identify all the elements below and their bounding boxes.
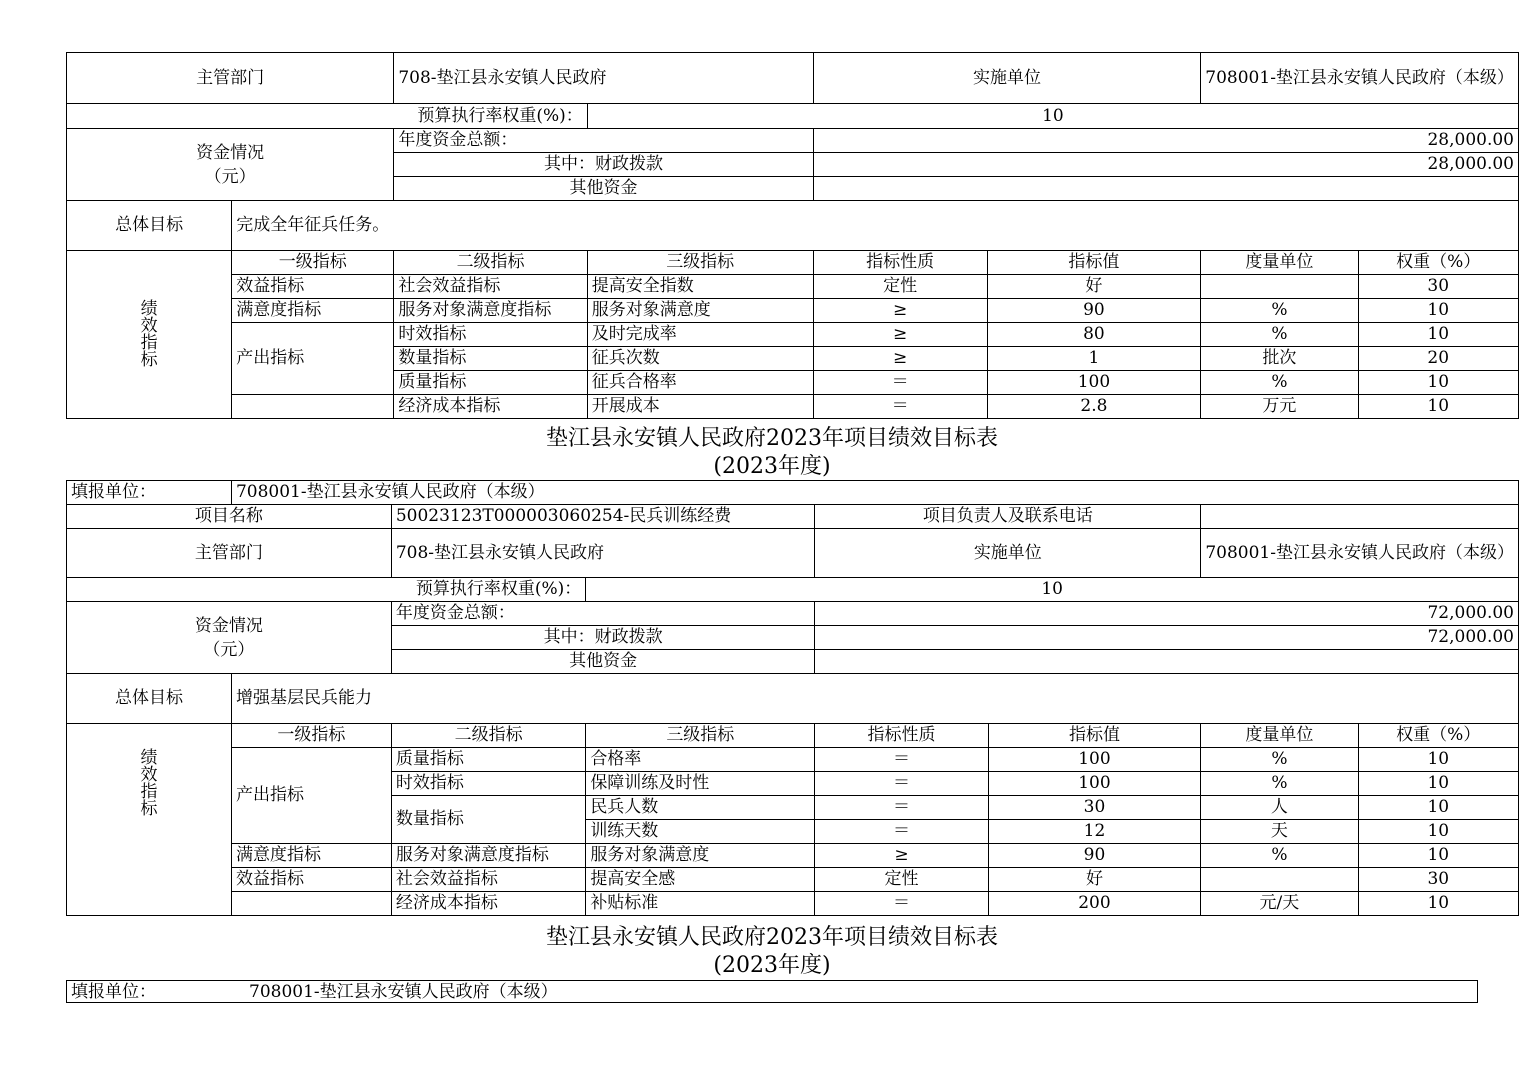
cell-unit: % <box>1201 299 1358 323</box>
cell-l2: 数量指标 <box>394 347 587 371</box>
impl-value: 708001-垫江县永安镇人民政府（本级） <box>1201 53 1519 104</box>
cell-weight: 10 <box>1358 796 1518 820</box>
perf-table-1 <box>66 52 1519 419</box>
cell-l3: 征兵合格率 <box>587 371 813 395</box>
cell-l1: 产出指标 <box>232 323 394 395</box>
cell-weight: 10 <box>1358 748 1518 772</box>
table-row <box>67 299 1519 323</box>
cell-value: 80 <box>987 323 1201 347</box>
fund-total-value: 28,000.00 <box>813 129 1518 153</box>
goal-label: 总体目标 <box>67 674 232 724</box>
fill-unit-label: 填报单位： <box>67 481 232 505</box>
header-l1: 一级指标 <box>232 251 394 275</box>
cell-value: 200 <box>988 892 1201 916</box>
perf-label: 绩 效 指 标 <box>67 724 232 844</box>
cell-weight: 10 <box>1358 820 1518 844</box>
cell-unit: % <box>1201 323 1358 347</box>
perf-label: 绩 效 指 标 <box>67 251 232 419</box>
cell-l2: 社会效益指标 <box>391 868 585 892</box>
fill-unit-value: 708001-垫江县永安镇人民政府（本级） <box>231 481 1518 505</box>
cell-weight: 10 <box>1358 371 1519 395</box>
department-value: 708-垫江县永安镇人民政府 <box>391 529 814 578</box>
budget-weight-label: 预算执行率权重(%)： <box>67 104 588 129</box>
cell-unit: 批次 <box>1201 347 1358 371</box>
table-row <box>67 844 1519 868</box>
cell-weight: 10 <box>1358 323 1519 347</box>
fund-other-label: 其他资金 <box>394 177 813 201</box>
cell-value: 30 <box>988 796 1201 820</box>
contact-label: 项目负责人及联系电话 <box>815 505 1201 529</box>
fund-other-value <box>815 650 1519 674</box>
budget-weight-label: 预算执行率权重(%)： <box>67 578 586 602</box>
cell-nature: ≥ <box>813 323 987 347</box>
cell-l1: 产出指标 <box>231 748 391 844</box>
department-value: 708-垫江县永安镇人民政府 <box>394 53 813 104</box>
fill-unit-row <box>66 980 1478 1003</box>
cell-unit: 万元 <box>1201 395 1358 419</box>
header-l1: 一级指标 <box>231 724 391 748</box>
contact-value <box>1201 505 1519 529</box>
cell-unit: % <box>1201 371 1358 395</box>
fund-total-value: 72,000.00 <box>815 602 1519 626</box>
cell-l2: 社会效益指标 <box>394 275 587 299</box>
budget-weight-value: 10 <box>587 104 1518 129</box>
cell-l3: 合格率 <box>586 748 815 772</box>
cell-value: 好 <box>988 868 1201 892</box>
cell-l2: 服务对象满意度指标 <box>394 299 587 323</box>
fund-label: 资金情况 （元） <box>67 129 394 201</box>
department-label: 主管部门 <box>67 529 392 578</box>
cell-l3: 及时完成率 <box>587 323 813 347</box>
header-nature: 指标性质 <box>813 251 987 275</box>
fund-fiscal-value: 28,000.00 <box>813 153 1518 177</box>
cell-unit: 元/天 <box>1201 892 1358 916</box>
impl-label: 实施单位 <box>813 53 1201 104</box>
project-name-value: 50023123T000003060254-民兵训练经费 <box>391 505 814 529</box>
cell-l2: 数量指标 <box>391 796 585 844</box>
cell-unit <box>1201 868 1358 892</box>
header-value: 指标值 <box>987 251 1201 275</box>
cell-weight: 30 <box>1358 868 1518 892</box>
table-row <box>67 892 1519 916</box>
cell-nature: ＝ <box>813 395 987 419</box>
cell-nature: ＝ <box>815 796 988 820</box>
table-row <box>67 748 1519 772</box>
cell-nature: ≥ <box>813 347 987 371</box>
cell-l1 <box>232 395 394 419</box>
fund-total-label: 年度资金总额： <box>391 602 814 626</box>
sheet-title: 垫江县永安镇人民政府2023年项目绩效目标表 <box>546 426 998 451</box>
cell-nature: ＝ <box>815 892 988 916</box>
fill-unit-label: 填报单位： <box>71 982 156 1002</box>
cell-l2: 质量指标 <box>394 371 587 395</box>
header-value: 指标值 <box>988 724 1201 748</box>
perf-label-cont <box>67 844 232 916</box>
cell-value: 1 <box>987 347 1201 371</box>
cell-unit: 人 <box>1201 796 1358 820</box>
fund-other-label: 其他资金 <box>391 650 814 674</box>
cell-value: 100 <box>988 772 1201 796</box>
sheet-title: 垫江县永安镇人民政府2023年项目绩效目标表 <box>546 925 998 950</box>
impl-value: 708001-垫江县永安镇人民政府（本级） <box>1201 529 1519 578</box>
cell-l3: 提高安全感 <box>586 868 815 892</box>
cell-unit: % <box>1201 844 1358 868</box>
cell-weight: 20 <box>1358 347 1519 371</box>
table-row <box>67 868 1519 892</box>
cell-l3: 服务对象满意度 <box>586 844 815 868</box>
header-weight: 权重（%） <box>1358 724 1518 748</box>
cell-weight: 10 <box>1358 892 1518 916</box>
header-l3: 三级指标 <box>586 724 815 748</box>
cell-nature: ＝ <box>813 371 987 395</box>
table-row <box>67 275 1519 299</box>
table-row <box>67 395 1519 419</box>
header-l3: 三级指标 <box>587 251 813 275</box>
cell-l2: 经济成本指标 <box>391 892 585 916</box>
cell-unit: % <box>1201 748 1358 772</box>
fund-label: 资金情况 （元） <box>67 602 392 674</box>
cell-l2: 服务对象满意度指标 <box>391 844 585 868</box>
fund-total-label: 年度资金总额： <box>394 129 813 153</box>
cell-value: 2.8 <box>987 395 1201 419</box>
cell-weight: 10 <box>1358 772 1518 796</box>
goal-value: 增强基层民兵能力 <box>231 674 1518 724</box>
budget-weight-value: 10 <box>586 578 1519 602</box>
cell-l3: 开展成本 <box>587 395 813 419</box>
project-name-label: 项目名称 <box>67 505 392 529</box>
cell-l3: 补贴标准 <box>586 892 815 916</box>
table-row <box>67 323 1519 347</box>
cell-l2: 时效指标 <box>391 772 585 796</box>
cell-unit: % <box>1201 772 1358 796</box>
cell-l2: 时效指标 <box>394 323 587 347</box>
cell-l1: 满意度指标 <box>231 844 391 868</box>
cell-value: 90 <box>988 844 1201 868</box>
cell-l1: 效益指标 <box>231 868 391 892</box>
fund-other-value <box>813 177 1518 201</box>
department-label: 主管部门 <box>67 53 394 104</box>
header-l2: 二级指标 <box>394 251 587 275</box>
cell-l3: 提高安全指数 <box>587 275 813 299</box>
header-unit: 度量单位 <box>1201 724 1358 748</box>
cell-l3: 征兵次数 <box>587 347 813 371</box>
impl-label: 实施单位 <box>815 529 1201 578</box>
cell-l3: 民兵人数 <box>586 796 815 820</box>
cell-nature: 定性 <box>813 275 987 299</box>
header-unit: 度量单位 <box>1201 251 1358 275</box>
fund-fiscal-value: 72,000.00 <box>815 626 1519 650</box>
perf-table-2 <box>66 480 1519 916</box>
cell-nature: ≥ <box>815 844 988 868</box>
cell-value: 100 <box>988 748 1201 772</box>
sheet-subtitle: (2023年度) <box>713 953 831 978</box>
cell-l3: 训练天数 <box>586 820 815 844</box>
cell-weight: 10 <box>1358 395 1519 419</box>
cell-nature: ≥ <box>813 299 987 323</box>
cell-weight: 10 <box>1358 844 1518 868</box>
cell-nature: ＝ <box>815 748 988 772</box>
cell-value: 100 <box>987 371 1201 395</box>
fund-fiscal-label: 其中：财政拨款 <box>391 626 814 650</box>
goal-value: 完成全年征兵任务。 <box>232 201 1519 251</box>
cell-l1: 满意度指标 <box>232 299 394 323</box>
cell-nature: ＝ <box>815 820 988 844</box>
cell-value: 90 <box>987 299 1201 323</box>
header-l2: 二级指标 <box>391 724 585 748</box>
cell-nature: 定性 <box>815 868 988 892</box>
cell-l1: 效益指标 <box>232 275 394 299</box>
header-nature: 指标性质 <box>815 724 988 748</box>
cell-l2: 质量指标 <box>391 748 585 772</box>
cell-value: 好 <box>987 275 1201 299</box>
cell-value: 12 <box>988 820 1201 844</box>
cell-nature: ＝ <box>815 772 988 796</box>
header-weight: 权重（%） <box>1358 251 1519 275</box>
fund-fiscal-label: 其中：财政拨款 <box>394 153 813 177</box>
cell-unit: 天 <box>1201 820 1358 844</box>
sheet-subtitle: (2023年度) <box>713 454 831 479</box>
fill-unit-value: 708001-垫江县永安镇人民政府（本级） <box>249 982 558 1002</box>
cell-l3: 保障训练及时性 <box>586 772 815 796</box>
cell-l2: 经济成本指标 <box>394 395 587 419</box>
cell-l3: 服务对象满意度 <box>587 299 813 323</box>
cell-weight: 10 <box>1358 299 1519 323</box>
cell-l1 <box>231 892 391 916</box>
cell-unit <box>1201 275 1358 299</box>
cell-weight: 30 <box>1358 275 1519 299</box>
goal-label: 总体目标 <box>67 201 232 251</box>
